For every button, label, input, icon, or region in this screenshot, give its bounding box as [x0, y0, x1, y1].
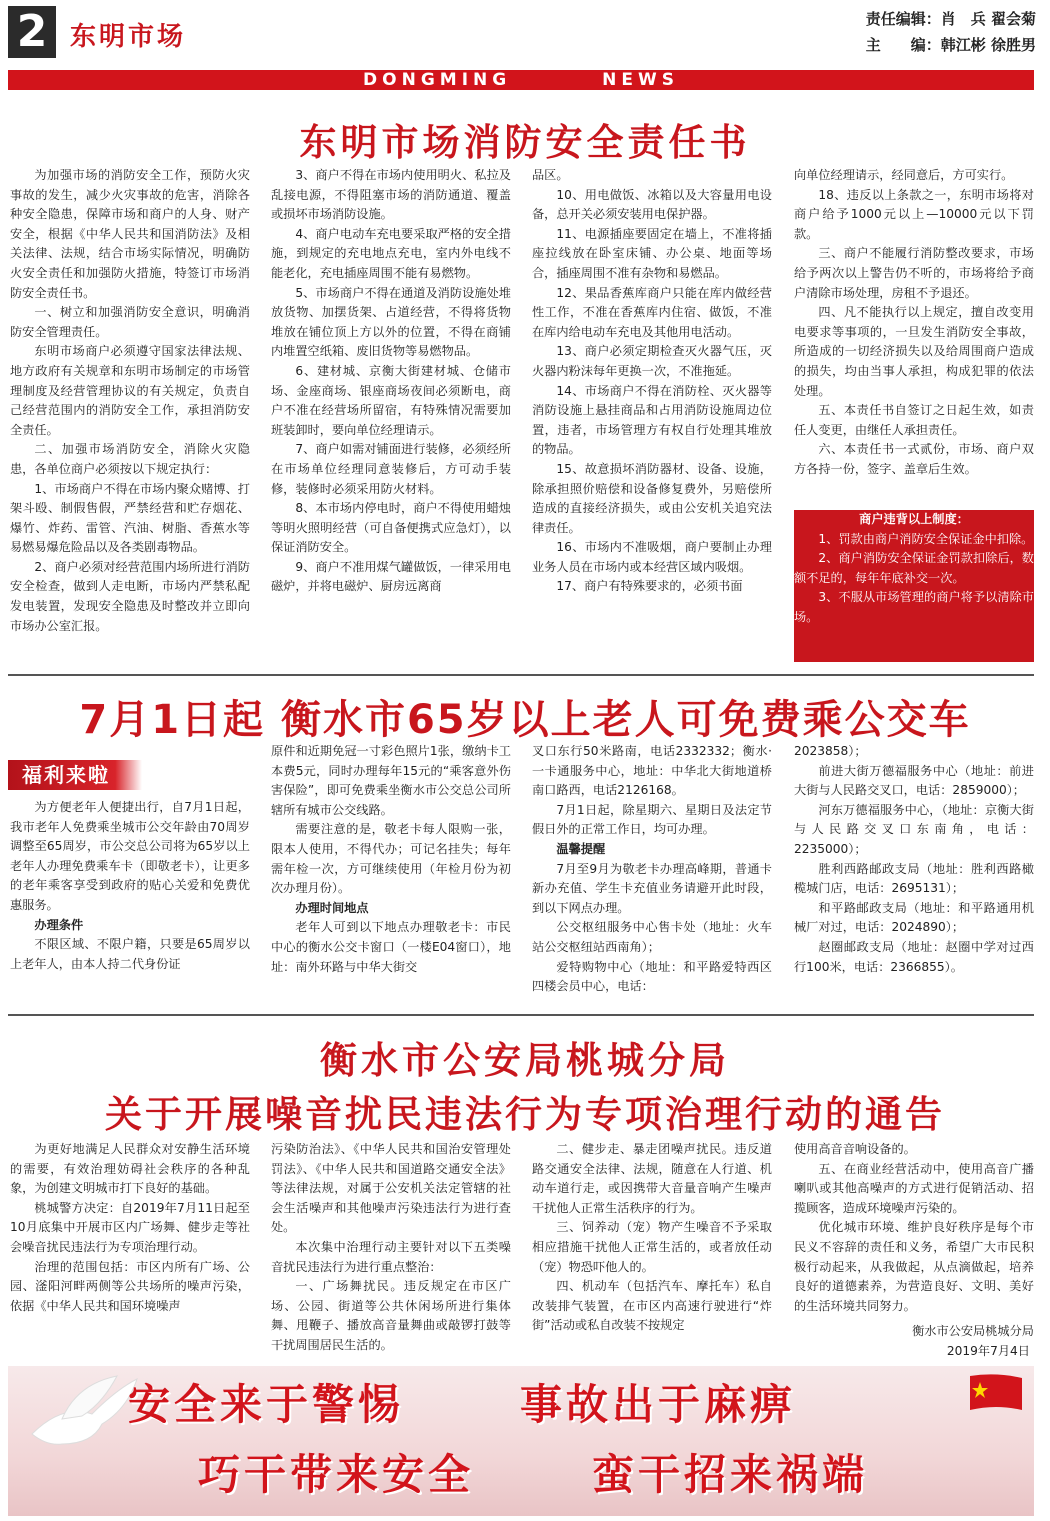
- paragraph: 为加强市场的消防安全工作，预防火灾事故的发生，减少火灾事故的危害，消除各种安全隐患，保障市场和商户的人身、财产安全，根据《中华人民共和国消防法》及相关法律、法规，结合市场实际情况，明确防火安全责任和加强防火措施，特签订市场消防安全责任书。: [10, 168, 250, 300]
- paragraph: 为更好地满足人民群众对安静生活环境的需要，有效治理妨碍社会秩序的各种乱象，为创建文明城市打下良好的基础。: [10, 1142, 250, 1196]
- article2-column-1: [10, 798, 250, 1008]
- paragraph: 五、在商业经营活动中，使用高音广播喇叭或其他高噪声的方式进行促销活动、招揽顾客，造成环境噪声污染的。: [794, 1161, 1034, 1215]
- article3-date: 2019年7月4日: [946, 1343, 1030, 1358]
- article3-title-line1: 衡水市公安局桃城分局: [320, 1039, 730, 1082]
- paper-name: 东明市场: [70, 22, 187, 52]
- news-banner-bar: [8, 70, 1034, 90]
- paragraph: 优化城市环境、维护良好秩序是每个市民义不容辞的责任和义务，希望广大市民积极行动起来，从我做起，从点滴做起，培养良好的道德素养，为营造良好、文明、美好的生活环境共同努力。: [794, 1220, 1034, 1313]
- article1-column-4: [794, 166, 1034, 506]
- banner-right-word: NEWS: [602, 70, 679, 90]
- paragraph: 12、果品香蕉库商户只能在库内做经营性工作，不准在香蕉库内住宿、做饭，不准在库内给电动车充电及其他用电活动。: [532, 285, 772, 339]
- paragraph: 治理的范围包括：市区内所有广场、公园、滏阳河畔两侧等公共场所的噪声污染，依据《中华人民共和国环境噪声: [10, 1259, 250, 1313]
- paragraph: 6、建材城、京衡大街建材城、仓储市场、金座商场、银座商场夜间必须断电，商户不准在经营场所留宿，有特殊情况需要加班装卸时，要向单位经理请示。: [271, 363, 511, 437]
- paragraph: 一、树立和加强消防安全意识，明确消防安全管理责任。: [10, 305, 250, 339]
- paragraph: 3、商户不得在市场内使用明火、私拉及乱接电源，不得阻塞市场的消防通道、覆盖或损坏市场消防设施。: [271, 168, 511, 222]
- paragraph: 桃城警方决定：自2019年7月11日起至10月底集中开展市区内广场舞、健步走等社会噪音扰民违法行为专项治理行动。: [10, 1200, 250, 1254]
- paragraph: 7月1日起，除星期六、星期日及法定节假日外的正常工作日，均可办理。: [532, 802, 772, 837]
- paragraph: 不限区域、不限户籍，只要是65周岁以上老年人，由本人持二代身份证: [10, 937, 250, 971]
- paragraph: 需要注意的是，敬老卡每人限购一张，限本人使用，不得代办；可记名挂失；每年需年检一次，方可继续使用（年检月份为初次办理月份）。: [271, 822, 511, 896]
- paragraph: 11、电源插座要固定在墙上，不准将插座拉线放在卧室床铺、办公桌、地面等场合，插座周围不准有杂物和易燃品。: [532, 226, 772, 280]
- paragraph: 16、市场内不准吸烟，商户要制止办理业务人员在市场内或本经营区域内吸烟。: [532, 540, 772, 574]
- article2-column-2: [271, 742, 511, 1006]
- paragraph: 老年人可到以下地点办理敬老卡：市民中心的衡水公交卡窗口（一楼E04窗口），地址：南外环路与中华大街交: [271, 920, 511, 974]
- paragraph: 8、本市场内停电时，商户不得使用蜡烛等明火照明经营（可自备便携式应急灯），以保证消防安全。: [271, 501, 511, 555]
- paragraph: 河东万德福服务中心，（地址：京衡大街与人民路交叉口东南角，电话：2235000）；: [794, 802, 1034, 856]
- paragraph: 胜利西路邮政支局（地址：胜利西路橄榄城门店，电话：2695131）；: [794, 861, 1034, 896]
- welfare-tag: 福利来啦: [8, 760, 142, 790]
- article1-column-1: [10, 166, 250, 666]
- section-divider: [8, 1014, 1034, 1016]
- paragraph: 二、健步走、暴走团噪声扰民。违反道路交通安全法律、法规，随意在人行道、机动车道行走，或因携带大音量音响产生噪声干扰他人正常生活秩序的行为。: [532, 1142, 772, 1215]
- paragraph: 五、本责任书自签订之日起生效，如责任人变更，由继任人承担责任。: [794, 403, 1034, 437]
- paragraph: 污染防治法》、《中华人民共和国治安管理处罚法》、《中华人民共和国道路交通安全法》等法律法规，对属于公安机关法定管辖的社会生活噪声和其他噪声污染违法行为进行查处。: [271, 1142, 511, 1235]
- paragraph: 赵圈邮政支局（地址：赵圈中学对过西行100米，电话：2366855）。: [794, 939, 1034, 974]
- paragraph: 爱特购物中心（地址：和平路爱特西区四楼会员中心，电话：: [532, 959, 772, 994]
- paragraph: 4、商户电动车充电要采取严格的安全措施，到规定的充电地点充电，室内外电线不能老化，充电插座周围不能有易燃物。: [271, 226, 511, 280]
- article3-column-2: [271, 1140, 511, 1362]
- article3-column-1: [10, 1140, 250, 1362]
- article1-column-3: [532, 166, 772, 666]
- banner-left-word: DONGMING: [363, 70, 512, 90]
- paragraph: 和平路邮政支局（地址：和平路通用机械厂对过，电话：2024890）；: [794, 900, 1034, 935]
- paragraph: 18、违反以上条款之一，东明市场将对商户给予1000元以上—10000元以下罚款。: [794, 187, 1034, 241]
- paragraph: 二、加强市场消防安全，消除火灾隐患，各单位商户必须按以下规定执行：: [10, 442, 250, 476]
- paragraph: 为方便老年人便捷出行，自7月1日起，我市老年人免费乘坐城市公交年龄由70周岁调整至65周岁，市公交总公司将为65岁以上老年人办理免费乘车卡（即敬老卡），让更多的老年乘客享受到政府的贴心关爱和免费优惠服务。: [10, 800, 250, 912]
- slogan-line1-right: 事故出于麻痹: [520, 1380, 797, 1429]
- article2-column-3: [532, 742, 772, 1006]
- paragraph: 2、商户必须对经营范围内场所进行消防安全检查，做到人走电断，市场内严禁私配发电装置，发现安全隐患及时整改并立即向市场办公室汇报。: [10, 559, 250, 633]
- paragraph: 公交枢纽服务中心售卡处（地址：火车站公交枢纽站西南角）；: [532, 920, 772, 954]
- paragraph: 5、市场商户不得在通道及消防设施处堆放货物、加摆货架、占道经营，不得将货物堆放在铺位顶上方以外的位置，不得在商铺内堆置空纸箱、废旧货物等易燃物品。: [271, 285, 511, 359]
- paragraph: 三、商户不能履行消防整改要求，市场给予两次以上警告仍不听的，市场将给予商户清除市场处理，房租不予退还。: [794, 246, 1034, 300]
- flag-icon: [966, 1372, 1026, 1416]
- paragraph: 1、市场商户不得在市场内聚众赌博、打架斗殴、制假售假，严禁经营和贮存烟花、爆竹、炸药、雷管、汽油、树脂、香蕉水等易燃易爆危险品以及各类剧毒物品。: [10, 481, 250, 555]
- section-divider: [8, 674, 1034, 676]
- paragraph: 2023858）；: [794, 744, 867, 758]
- paragraph: 一、广场舞扰民。违反规定在市区广场、公园、街道等公共休闲场所进行集体舞、甩鞭子、播放高音量舞曲或敲锣打鼓等干扰周围居民生活的。: [271, 1279, 511, 1352]
- article3-signoff: [794, 1322, 1034, 1361]
- editor-credits: [866, 6, 1036, 58]
- paragraph: 使用高音音响设备的。: [794, 1142, 916, 1156]
- paragraph: 三、饲养动（宠）物产生噪音不予采取相应措施干扰他人正常生活的，或者放任动（宠）物恐吓他人的。: [532, 1220, 772, 1274]
- section-heading: 办理条件: [34, 917, 84, 932]
- paragraph: 7月至9月为敬老卡办理高峰期，普通卡新办充值、学生卡充值业务请避开此时段，到以下网点办理。: [532, 861, 772, 915]
- paragraph: 东明市场商户必须遵守国家法律法规、地方政府有关规章和东明市场制定的市场管理制度及经营管理协议的有关规定，负责自己经营范围内的消防安全工作，承担消防安全责任。: [10, 344, 250, 437]
- paragraph: 13、商户必须定期检查灭火器气压，灭火器内粉沫每年更换一次，不准拖延。: [532, 344, 772, 378]
- penalty-item: 1、罚款由商户消防安全保证金中扣除。: [818, 531, 1034, 546]
- slogan-line2-right: 蛮干招来祸端: [592, 1450, 869, 1499]
- paragraph: 品区。: [532, 168, 569, 182]
- article3-signature: 衡水市公安局桃城分局: [912, 1324, 1034, 1338]
- penalty-item: 2、商户消防安全保证金罚款扣除后，数额不足的，每年年底补交一次。: [794, 551, 1034, 585]
- paragraph: 本次集中治理行动主要针对以下五类噪音扰民违法行为进行重点整治：: [271, 1239, 511, 1274]
- paragraph: 六、本责任书一式贰份，市场、商户双方各持一份，签字、盖章后生效。: [794, 442, 1034, 476]
- article1-column-2: [271, 166, 511, 666]
- slogan-line2-left: 巧干带来安全: [198, 1450, 475, 1499]
- dove-icon: [22, 1374, 142, 1464]
- penalty-title: 商户违背以上制度：: [859, 512, 969, 526]
- section-heading: 温馨提醒: [556, 841, 606, 856]
- penalty-item: 3、不服从市场管理的商户将予以清除市场。: [794, 590, 1034, 624]
- paragraph: 原件和近期免冠一寸彩色照片1张，缴纳卡工本费5元，同时办理每年15元的“乘客意外伤害保险”，即可免费乘坐衡水市公交总公司所辖所有城市公交线路。: [271, 744, 511, 817]
- penalty-box: [794, 510, 1034, 662]
- section-heading: 办理时间地点: [295, 900, 369, 915]
- paragraph: 14、市场商户不得在消防栓、灭火器等消防设施上悬挂商品和占用消防设施周边位置，违者，市场管理方有权自行处理其堆放的物品。: [532, 383, 772, 457]
- paragraph: 四、凡不能执行以上规定，擅自改变用电要求等事项的，一旦发生消防安全事故，所造成的一切经济损失以及给周围商户造成的损失，均由当事人承担，构成犯罪的依法处理。: [794, 305, 1034, 398]
- paragraph: 前进大街万德福服务中心（地址：前进大街与人民路交叉口，电话：2859000）；: [794, 763, 1034, 798]
- article3-column-4: [794, 1140, 1034, 1320]
- article1-title: 东明市场消防安全责任书: [299, 121, 751, 164]
- safety-slogan-banner: [8, 1366, 1034, 1516]
- article2-column-4: [794, 742, 1034, 1006]
- paragraph: 叉口东行50米路南，电话2332332；衡水·一卡通服务中心，地址：中华北大街地道桥南口路西，电话2126168。: [532, 744, 772, 798]
- slogan-line1-left: 安全来于警惕: [128, 1380, 405, 1429]
- paragraph: 向单位经理请示，经同意后，方可实行。: [794, 168, 1014, 182]
- paragraph: 7、商户如需对铺面进行装修，必须经所在市场单位经理同意装修后，方可动手装修，装修时必须采用防火材料。: [271, 442, 511, 496]
- editor-line: 责任编辑：肖 兵 翟会菊: [865, 10, 1036, 28]
- paragraph: 15、故意损坏消防器材、设备、设施，除承担照价赔偿和设备修复费外，另赔偿所造成的直接经济损失，或由公安机关追究法律责任。: [532, 461, 772, 535]
- article3-title-line2: 关于开展噪音扰民违法行为专项治理行动的通告: [105, 1093, 945, 1136]
- chief-editor-line: 主 编：韩江彬 徐胜男: [865, 36, 1036, 54]
- page-number: 2: [8, 6, 56, 58]
- paragraph: 10、用电做饭、冰箱以及大容量用电设备，总开关必须安装用电保护器。: [532, 187, 772, 222]
- paragraph: 四、机动车（包括汽车、摩托车）私自改装排气装置，在市区内高速行驶进行“炸街”活动或私自改装不按规定: [532, 1279, 772, 1333]
- article2-title: 7月1日起 衡水市65岁以上老人可免费乘公交车: [79, 697, 971, 743]
- article3-column-3: [532, 1140, 772, 1362]
- paragraph: 9、商户不准用煤气罐做饭，一律采用电磁炉，并将电磁炉、厨房远离商: [271, 559, 511, 594]
- paragraph: 17、商户有特殊要求的，必须书面: [556, 579, 743, 594]
